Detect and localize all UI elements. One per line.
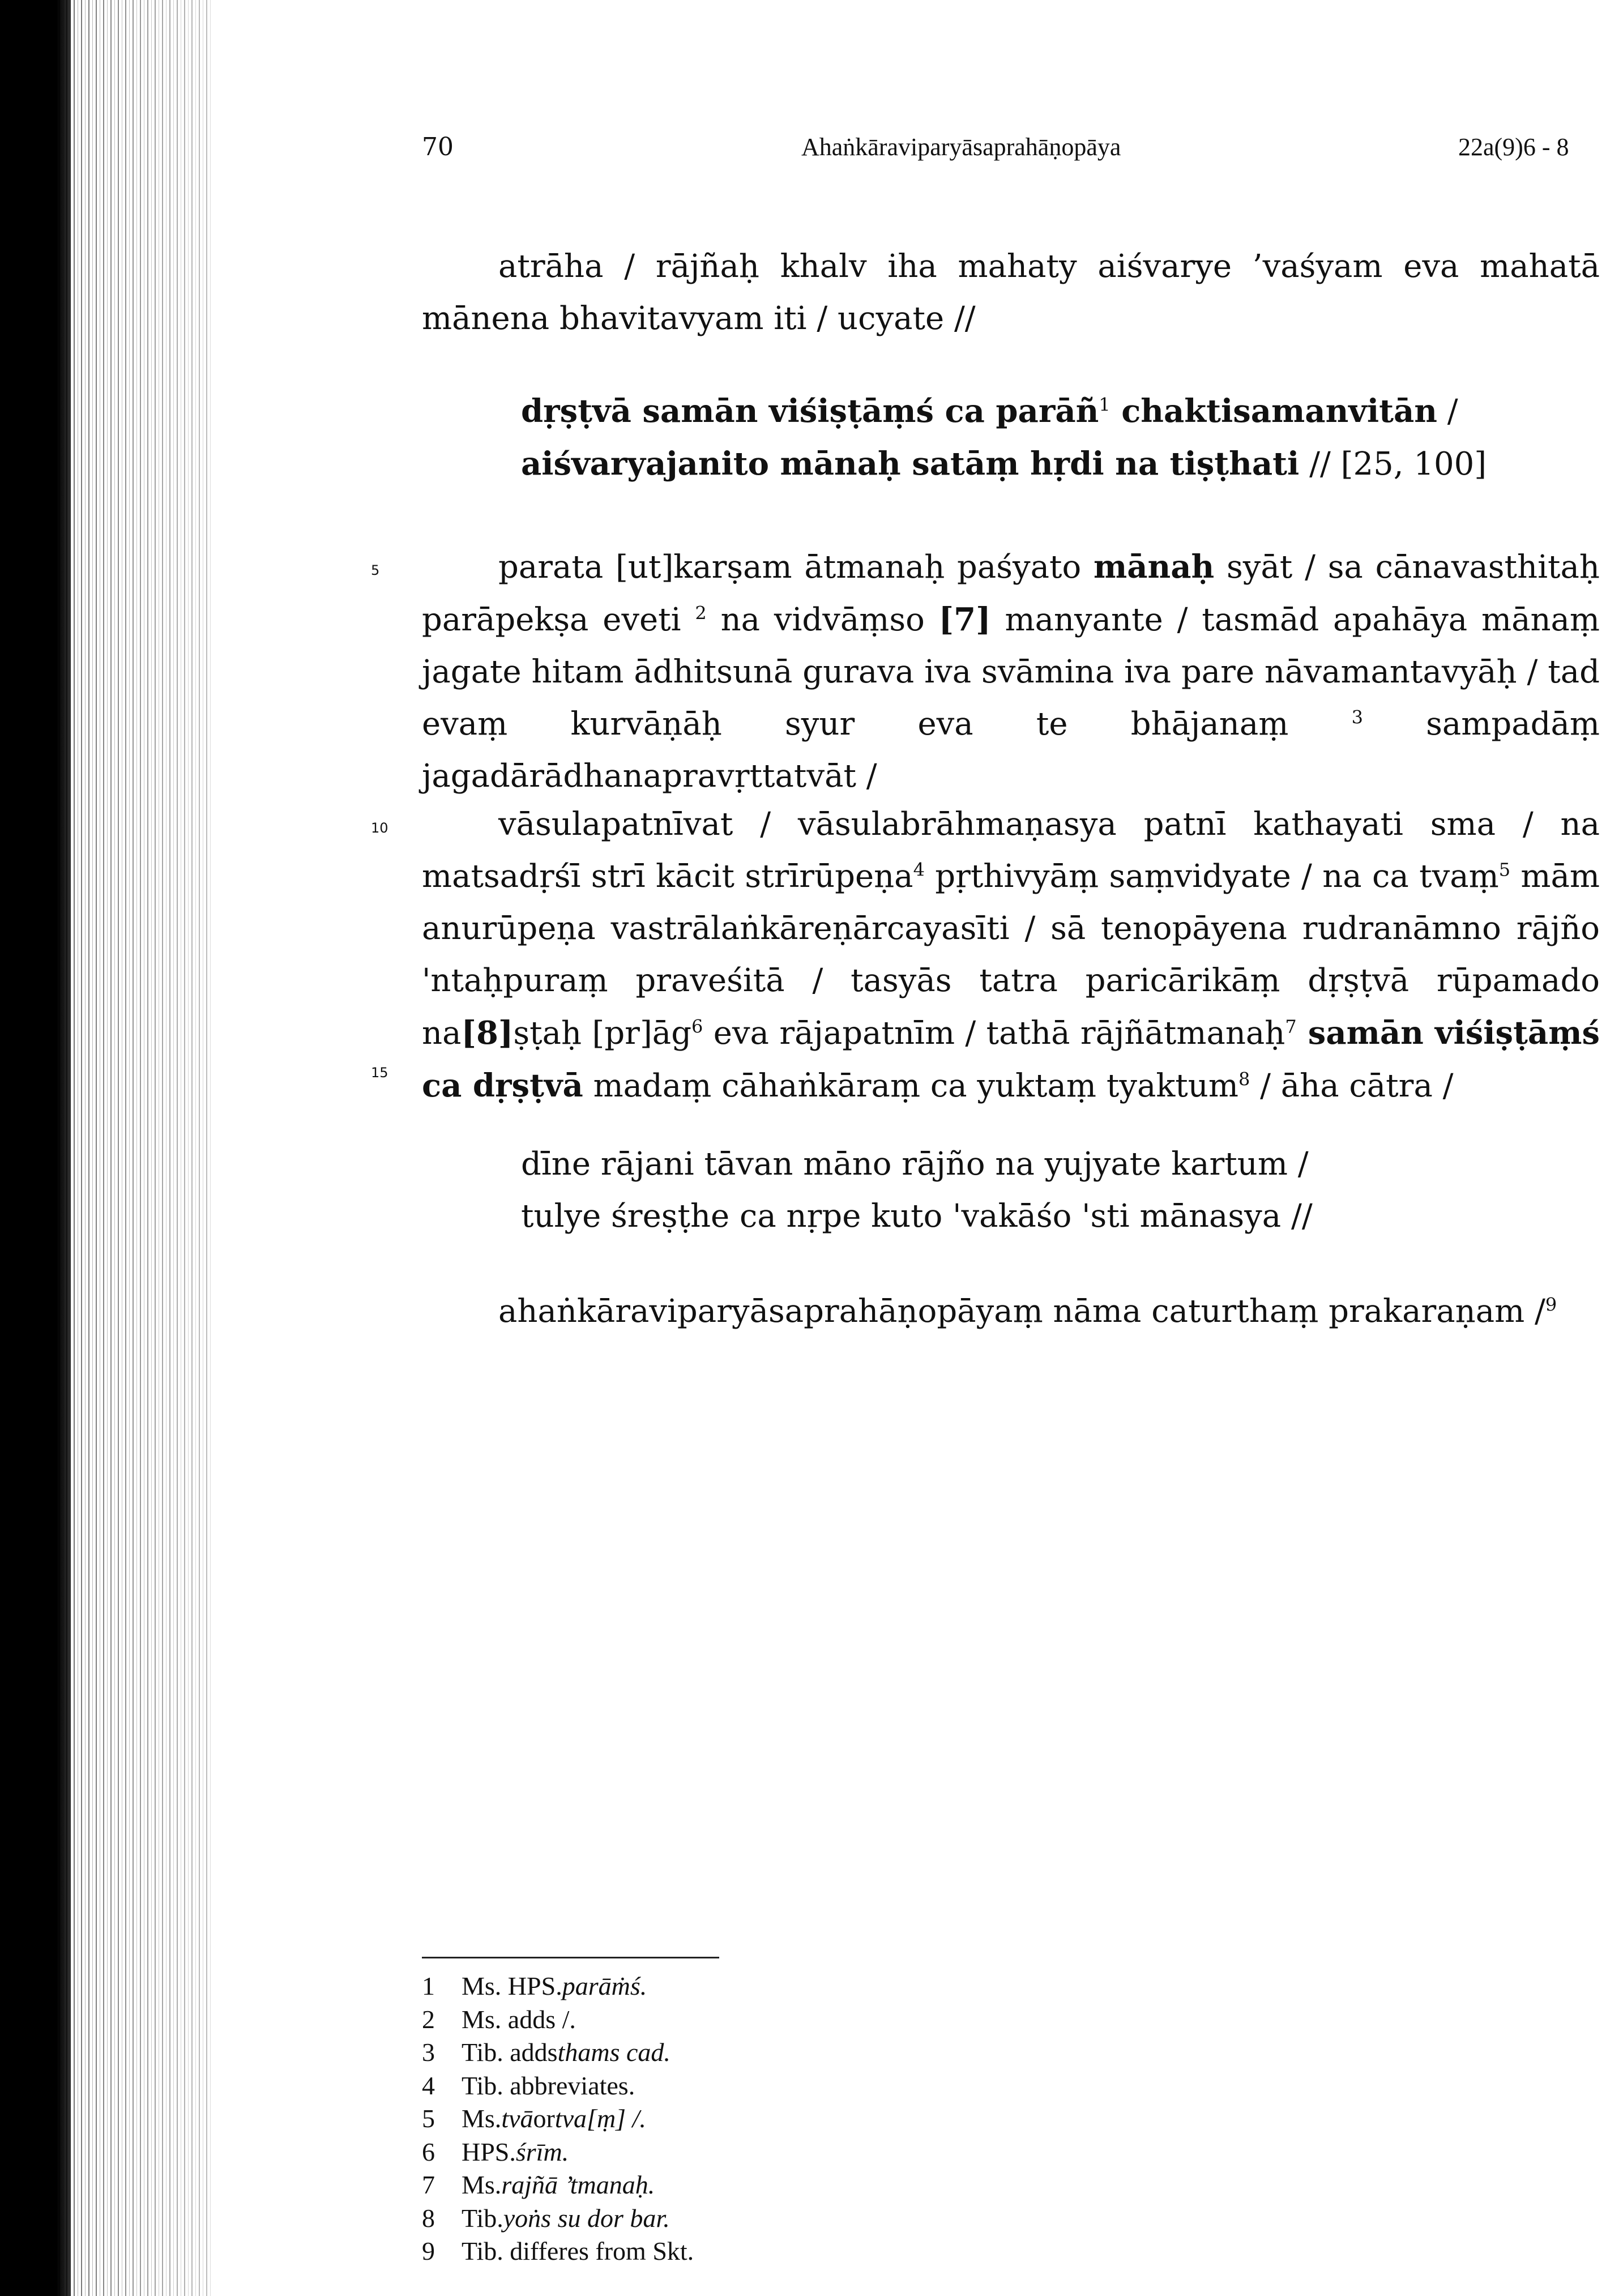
verse1-l1-b: chaktisamanvitān [1110, 392, 1437, 430]
footnote-text: Ms. [462, 2170, 502, 2199]
footnote-italic: yoṅs su dor bar. [503, 2203, 670, 2233]
p2-t7: / āha cātra / [1250, 1068, 1454, 1104]
footnote-number: 5 [422, 2104, 435, 2133]
intro-text: atrāha / rājñaḥ khalv iha mahaty aiśvarye ’vaśyam eva mahatā mānena bhavitavyam iti / ucyate // [422, 248, 1600, 337]
intro-paragraph [422, 241, 1600, 345]
p2-t5: eva rājapatnīm / tathā rājñātmanaḥ [703, 1015, 1285, 1052]
verse1-l2-b: // [25, 100] [1299, 446, 1487, 483]
footnote-text: Ms. adds /. [462, 2004, 576, 2034]
footnote-ref-1: 1 [1099, 394, 1111, 416]
p1-t2: syāt / sa cānavasthitaḥ parāpekṣa eveti [422, 549, 1600, 638]
footnote-text: Tib. abbreviates. [462, 2071, 635, 2100]
verse1-l2-a: aiśvaryajanito mānaḥ satāṃ hṛdi na tiṣṭhati [521, 445, 1300, 483]
p2-b1: [8] [461, 1014, 514, 1052]
footnote-number: 3 [422, 2038, 435, 2067]
footnote-number: 8 [422, 2203, 435, 2233]
paragraph-2 [422, 799, 1600, 1112]
footnote-9 [422, 2235, 1215, 2268]
footnote-italic-2: tva[ṃ] /. [554, 2104, 646, 2133]
footnote-ref-9: 9 [1545, 1294, 1557, 1316]
p2-t1: vāsulapatnīvat / vāsulabrāhmaṇasya patnī kathayati sma / na matsadṛśī strī kācit strīrūpeṇa [422, 806, 1600, 895]
p2-t4: ṣṭaḥ [pr]āg [513, 1015, 692, 1052]
footnote-ref-2: 2 [695, 602, 707, 624]
p1-b2: [7] [938, 601, 991, 638]
verse1-line2 [521, 438, 1586, 490]
footnote-5 [422, 2102, 1215, 2136]
p2-t2: pṛthivyāṃ saṃvidyate / na ca tvaṃ [924, 858, 1499, 895]
verse1-l1-a: dṛṣṭvā samān viśiṣṭāṃś ca parāñ [521, 392, 1099, 430]
footnote-text: HPS. [462, 2137, 516, 2166]
footnote-italic: thams cad. [557, 2038, 670, 2067]
footnote-8 [422, 2202, 1215, 2235]
verse-2 [521, 1138, 1586, 1243]
colophon-text: ahaṅkāraviparyāsaprahāṇopāyaṃ nāma caturthaṃ prakaraṇam / [498, 1293, 1545, 1330]
footnote-number: 4 [422, 2071, 435, 2100]
verse2-line1: dīne rājani tāvan māno rājño na yujyate kartum / [521, 1146, 1309, 1183]
line-number-5: 5 [371, 562, 380, 578]
page-number: 70 [422, 133, 454, 161]
footnote-text: Tib. differes from Skt. [462, 2237, 694, 2265]
footnote-italic: rajñā ’tmanaḥ. [501, 2170, 655, 2199]
line-number-15: 15 [371, 1065, 388, 1081]
footnote-2 [422, 2003, 1215, 2037]
footnote-number: 2 [422, 2004, 435, 2034]
p1-t3: na vidvāṃso [706, 601, 939, 638]
footnotes [422, 1970, 1215, 2268]
footnote-4 [422, 2069, 1215, 2103]
p2-b2: samān viśiṣṭāṃś ca dṛṣṭvā [422, 1014, 1600, 1104]
footnote-3 [422, 2036, 1215, 2069]
footnote-ref-7: 7 [1285, 1015, 1297, 1038]
p1-t1: parata [ut]karṣam ātmanaḥ paśyato [498, 549, 1094, 586]
footnote-italic: parāṁś. [562, 1971, 647, 2000]
footnote-text-mid: or [533, 2104, 555, 2133]
line-number-10: 10 [371, 820, 388, 836]
verse-25-100 [521, 385, 1586, 490]
footnote-number: 1 [422, 1971, 435, 2000]
footnote-number: 7 [422, 2170, 435, 2199]
footnote-ref-8: 8 [1238, 1068, 1250, 1090]
footnote-text: Tib. [462, 2203, 503, 2233]
footnote-italic: tvā [501, 2104, 533, 2133]
footnote-text: Ms. HPS. [462, 1971, 562, 2000]
p2-t6: madaṃ cāhaṅkāraṃ ca yuktaṃ tyaktum [583, 1068, 1238, 1104]
footnote-ref-6: 6 [691, 1015, 703, 1038]
footnote-ref-4: 4 [913, 859, 925, 881]
running-title: Ahaṅkāraviparyāsaprahāṇopāya [801, 133, 1121, 161]
verse2-line2: tulye śreṣṭhe ca nṛpe kuto 'vakāśo 'sti mānasya // [521, 1198, 1313, 1235]
verse1-line1 [521, 385, 1586, 438]
footnote-7 [422, 2169, 1215, 2202]
footnote-number: 9 [422, 2237, 435, 2265]
footnote-number: 6 [422, 2137, 435, 2166]
p2-t3: mām anurūpeṇa vastrālaṅkāreṇārcayasīti / sā tenopāyena rudranāmno rājño 'ntaḥpuraṃ praveśitā / tasyās tatra paricārikāṃ dṛṣṭvā rūpamado na [422, 858, 1600, 1052]
footnote-6 [422, 2136, 1215, 2169]
paragraph-1 [422, 541, 1600, 803]
footnote-italic: śrīm. [515, 2137, 569, 2166]
verse1-l1-c: / [1437, 393, 1458, 430]
footnote-text: Tib. adds [462, 2038, 558, 2067]
footnote-ref-5: 5 [1498, 859, 1511, 881]
footnote-1 [422, 1970, 1215, 2003]
footnote-text: Ms. [462, 2104, 502, 2133]
scan-page-edge-fade [71, 0, 212, 2296]
footnote-ref-3: 3 [1351, 706, 1363, 728]
p1-t5: sampadāṃ jagadārādhanapravṛttatvāt / [422, 706, 1600, 795]
p1-t4: manyante / tasmād apahāya mānaṃ jagate hitam ādhitsunā gurava iva svāmina iva pare nāvamantavyāḥ / tad evaṃ kurvāṇāḥ syur eva te bhājanaṃ [422, 601, 1600, 742]
colophon [498, 1286, 1608, 1338]
footnote-divider [422, 1957, 719, 1958]
manuscript-reference: 22a(9)6 - 8 [1458, 133, 1569, 161]
p1-b1: mānaḥ [1094, 548, 1215, 586]
